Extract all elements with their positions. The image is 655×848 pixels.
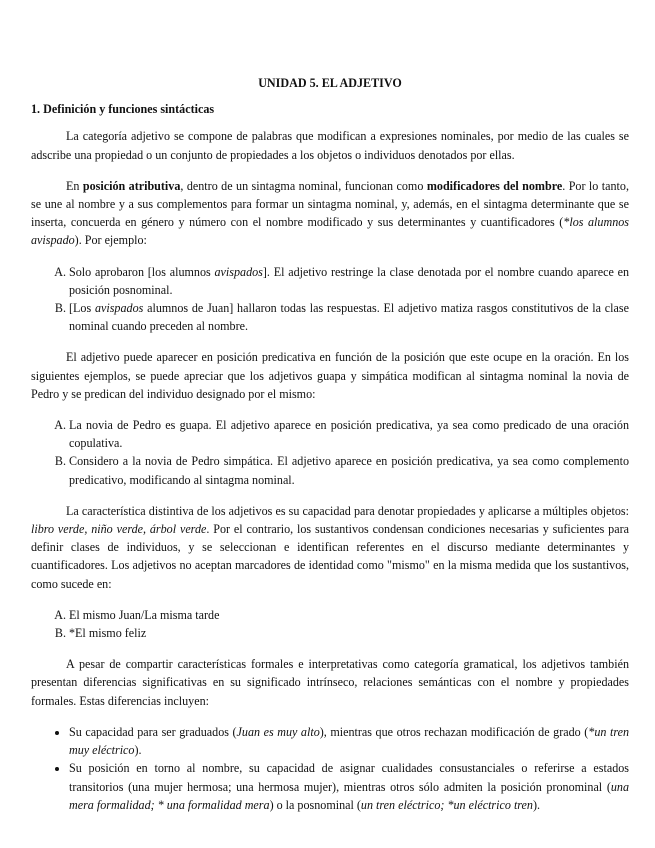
- section-heading: 1. Definición y funciones sintácticas: [31, 102, 215, 117]
- examples-list-identity: [31, 606, 629, 642]
- unit-title: UNIDAD 5. EL ADJETIVO: [258, 76, 402, 90]
- paragraph-differences: A pesar de compartir características formales e interpretativas como categoría gramatical, los adjetivos también presentan diferencias significativas en su significado intrínseco, relaciones semánticas con el nombre y propiedades formales. Estas diferencias incluyen:: [31, 657, 629, 708]
- bold-term: posición atributiva: [82, 178, 181, 193]
- list-item: A. Solo aprobaron [los alumnos avispados]. El adjetivo restringe la clase denotada por el nombre cuando aparece en posición posnominal.: [69, 263, 629, 299]
- paragraph-attributive: En posición atributiva, dentro de un sintagma nominal, funcionan como modificadores del nombre. Por lo tanto, se une al nombre y a sus complementos para formar un sintagma nominal, y, además, en el sintagma determinante que se inserta, concuerda en género y número con el nombre modificado y sus determinantes y cuantificadores (*los alumnos avispado). Por ejemplo:: [31, 178, 629, 248]
- list-item: B. *El mismo feliz: [69, 624, 629, 642]
- list-item: • Su capacidad para ser graduados (Juan es muy alto), mientras que otros rechazan modificación de grado (*un tren muy eléctrico).: [69, 723, 629, 759]
- italic-example: *los alumnos avispado: [31, 215, 629, 248]
- paragraph-predicative: El adjetivo puede aparecer en posición predicativa en función de la posición que este ocupe en la oración. En los siguientes ejemplos, se puede apreciar que los adjetivos guapa y simpática modifican al sintagma nominal la novia de Pedro y se predican del individuo designado por el mismo:: [31, 350, 629, 401]
- document-page: [31, 74, 629, 814]
- examples-list-predicative: [31, 416, 629, 489]
- paragraph-distinctive: La característica distintiva de los adjetivos es su capacidad para denotar propiedades y aplicarse a múltiples objetos: libro verde, niño verde, árbol verde. Por el contrario, los sustantivos condensan condiciones necesarias y suficientes para definir clases de individuos, y se seleccionan e identifican referentes en el discurso mediante determinantes y cuantificadores. Los adjetivos no aceptan marcadores de identidad como "mismo" en la misma medida que los sustantivos, como sucede en:: [31, 503, 629, 591]
- list-item: B. [Los avispados alumnos de Juan] hallaron todas las respuestas. El adjetivo matiza rasgos constitutivos de la clase nominal cuando preceden al nombre.: [69, 299, 629, 335]
- bold-term: modificadores del nombre: [426, 178, 563, 193]
- paragraph-definition: La categoría adjetivo se compone de palabras que modifican a expresiones nominales, por medio de las cuales se adscribe una propiedad o un conjunto de propiedades a los objetos o individuos denotados por ellas.: [31, 129, 629, 162]
- list-item: A. La novia de Pedro es guapa. El adjetivo aparece en posición predicativa, ya sea como predicado de una oración copulativa.: [69, 416, 629, 452]
- examples-list-attributive: [31, 263, 629, 336]
- list-item: A. El mismo Juan/La misma tarde: [69, 606, 629, 624]
- list-item: • Su posición en torno al nombre, su capacidad de asignar cualidades consustanciales o referirse a estados transitorios (una mujer hermosa; una hermosa mujer), mientras otros sólo admiten la posición pronominal (una mera formalidad; * una formalidad mera) o la posnominal (un tren eléctrico; *un eléctrico tren).: [69, 759, 629, 814]
- differences-bullet-list: [31, 723, 629, 814]
- italic-example: libro verde, niño verde, árbol verde: [31, 522, 207, 537]
- list-item: B. Considero a la novia de Pedro simpática. El adjetivo aparece en posición predicativa, ya sea como complemento predicativo, modificando al sintagma nominal.: [69, 452, 629, 488]
